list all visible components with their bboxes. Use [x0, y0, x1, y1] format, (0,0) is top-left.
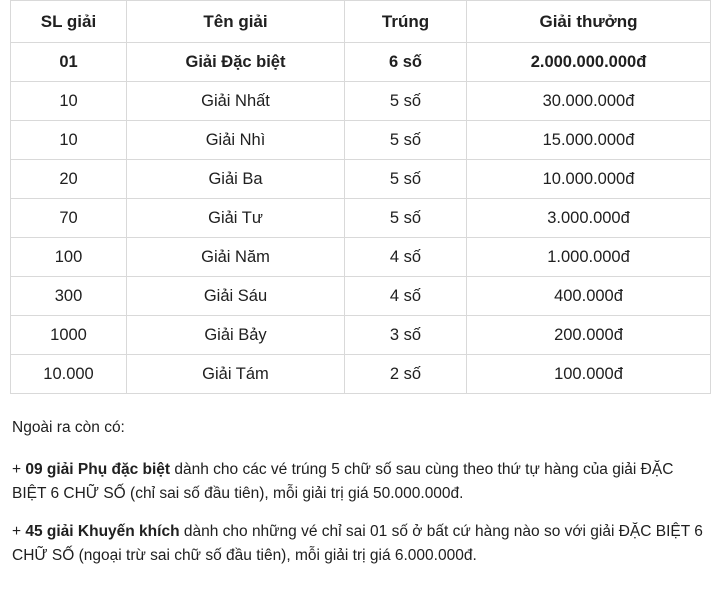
cell-match: 5 số: [345, 199, 467, 238]
cell-name: Giải Sáu: [127, 277, 345, 316]
cell-prize: 30.000.000đ: [467, 82, 711, 121]
notes-intro: Ngoài ra còn có:: [12, 419, 125, 436]
column-header-count: SL giải: [11, 1, 127, 43]
cell-name: Giải Bảy: [127, 316, 345, 355]
cell-count: 01: [11, 43, 127, 82]
cell-name: Giải Ba: [127, 160, 345, 199]
cell-prize: 1.000.000đ: [467, 238, 711, 277]
note1-prefix: +: [12, 461, 26, 479]
cell-name: Giải Nhất: [127, 82, 345, 121]
table-body: [11, 43, 711, 394]
cell-name: Giải Đặc biệt: [127, 43, 345, 82]
cell-count: 300: [11, 277, 127, 316]
cell-match: 5 số: [345, 160, 467, 199]
cell-match: 5 số: [345, 121, 467, 160]
table-row: [11, 82, 711, 121]
cell-count: 1000: [11, 316, 127, 355]
table-header-row: [11, 1, 711, 43]
cell-count: 10.000: [11, 355, 127, 394]
cell-name: Giải Tám: [127, 355, 345, 394]
cell-count: 20: [11, 160, 127, 199]
cell-prize: 3.000.000đ: [467, 199, 711, 238]
table-row: [11, 121, 711, 160]
note1-text: dành cho các vé trúng 5 chữ số sau cùng theo thứ tự hàng của giải ĐẶC BIỆT 6 CHỮ SỐ (chỉ sai số đầu tiên), mỗi giải trị giá 50.000.000đ.: [12, 461, 674, 503]
cell-prize: 400.000đ: [467, 277, 711, 316]
cell-match: 5 số: [345, 82, 467, 121]
cell-name: Giải Tư: [127, 199, 345, 238]
cell-match: 2 số: [345, 355, 467, 394]
additional-notes: [12, 416, 708, 568]
note-special-sub-prize: [12, 458, 708, 506]
cell-prize: 100.000đ: [467, 355, 711, 394]
cell-count: 70: [11, 199, 127, 238]
cell-match: 4 số: [345, 238, 467, 277]
note2-text: dành cho những vé chỉ sai 01 số ở bất cứ hàng nào so với giải ĐẶC BIỆT 6 CHỮ SỐ (ngoại trừ sai chữ số đầu tiên), mỗi giải trị giá 6.000.000đ.: [12, 523, 703, 565]
table-row: [11, 277, 711, 316]
table-row: [11, 160, 711, 199]
cell-match: 4 số: [345, 277, 467, 316]
table-row: [11, 238, 711, 277]
note2-bold: 45 giải Khuyến khích: [25, 523, 180, 541]
table-row: [11, 199, 711, 238]
cell-match: 6 số: [345, 43, 467, 82]
cell-name: Giải Nhì: [127, 121, 345, 160]
cell-name: Giải Năm: [127, 238, 345, 277]
note-consolation-prize: [12, 520, 708, 568]
cell-count: 10: [11, 82, 127, 121]
cell-prize: 200.000đ: [467, 316, 711, 355]
column-header-name: Tên giải: [127, 1, 345, 43]
cell-prize: 15.000.000đ: [467, 121, 711, 160]
cell-match: 3 số: [345, 316, 467, 355]
cell-count: 10: [11, 121, 127, 160]
column-header-prize: Giải thưởng: [467, 1, 711, 43]
prize-table: [10, 0, 711, 394]
cell-count: 100: [11, 238, 127, 277]
table-header: [11, 1, 711, 43]
table-row: [11, 316, 711, 355]
cell-prize: 10.000.000đ: [467, 160, 711, 199]
column-header-match: Trúng: [345, 1, 467, 43]
table-row: [11, 355, 711, 394]
table-row: [11, 43, 711, 82]
note1-bold: 09 giải Phụ đặc biệt: [25, 461, 171, 479]
note2-prefix: +: [12, 523, 26, 541]
cell-prize: 2.000.000.000đ: [467, 43, 711, 82]
